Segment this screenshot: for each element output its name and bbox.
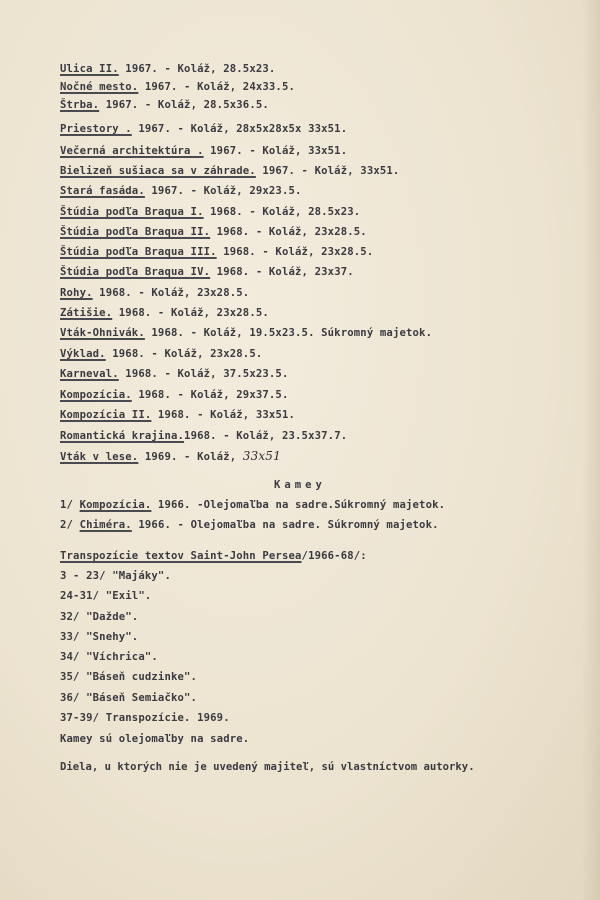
work-entry	[60, 326, 432, 340]
kamey-title: Chiméra.	[79, 519, 132, 531]
work-details: 1969. - Koláž,	[138, 451, 237, 463]
transpozicie-item: 36/ "Báseň Semiačko".	[60, 692, 198, 704]
work-details: 1967. - Koláž, 28.5x36.5.	[99, 99, 269, 111]
work-entry	[60, 408, 295, 422]
work-details: 1967. - Koláž, 33x51.	[203, 145, 348, 157]
work-title: Ulica II.	[60, 63, 119, 75]
work-title: Večerná architektúra .	[60, 145, 204, 157]
work-title: Rohy.	[60, 287, 93, 299]
work-details: 1968. - Koláž, 23x28.5.	[216, 246, 374, 258]
work-title: Štúdia podľa Braqua II.	[60, 226, 211, 238]
work-entry	[60, 286, 249, 300]
work-title: Vták v lese.	[60, 451, 139, 463]
work-entry	[60, 62, 275, 76]
work-details: 1968. - Koláž, 23x28.5.	[210, 226, 367, 238]
work-details: 1967. - Koláž, 24x33.5.	[138, 81, 296, 93]
work-details: 1968. - Koláž, 19.5x23.5. Súkromný majetok.	[144, 327, 433, 339]
note-ownership: Diela, u ktorých nie je uvedený majiteľ, sú vlastníctvom autorky.	[60, 761, 475, 773]
work-title: Štúdia podľa Braqua III.	[60, 246, 217, 258]
work-title: Vták-Ohnivák.	[60, 327, 145, 339]
transpozicie-item: 32/ "Dažde".	[60, 611, 139, 623]
work-title: Zátišie.	[60, 307, 113, 319]
work-title: Stará fasáda.	[60, 185, 145, 197]
work-entry	[60, 122, 347, 136]
work-title: Priestory .	[60, 123, 132, 135]
work-entry	[60, 306, 269, 320]
work-title: Výklad.	[60, 348, 106, 360]
work-details: 1968. - Koláž, 28.5x23.	[203, 206, 361, 218]
work-entry	[60, 205, 360, 219]
work-details: 1968. - Koláž, 37.5x23.5.	[118, 368, 289, 380]
work-details: 1967. - Koláž, 29x23.5.	[144, 185, 302, 197]
transpozicie-item: 24-31/ "Exil".	[60, 590, 152, 602]
section-heading-kamey: Kamey	[274, 479, 326, 491]
work-details: 1968. - Koláž, 23.5x37.7.	[184, 430, 348, 442]
transpozicie-item: 34/ "Víchrica".	[60, 651, 158, 663]
handwritten-dimensions: 33x51	[242, 449, 281, 463]
work-title: Romantická krajina.	[60, 430, 185, 442]
work-entry	[60, 98, 269, 112]
work-title: Karneval.	[60, 368, 119, 380]
work-entry	[60, 164, 399, 178]
work-title: Nočné mesto.	[60, 81, 139, 93]
kamey-number: 1/	[60, 499, 80, 511]
work-entry	[60, 184, 302, 198]
note-kamey: Kamey sú olejomaľby na sadre.	[60, 733, 250, 745]
transpozicie-years: /1966-68/:	[301, 550, 367, 562]
kamey-entry	[60, 498, 445, 512]
work-entry	[60, 80, 295, 94]
kamey-details: 1966. -Olejomaľba na sadre.Súkromný majetok.	[151, 499, 446, 511]
work-entry	[60, 429, 347, 443]
work-details: 1968. - Koláž, 23x37.	[210, 266, 354, 278]
work-details: 1967. - Koláž, 28x5x28x5x 33x51.	[131, 123, 348, 135]
work-entry	[60, 367, 289, 381]
transpozicie-title: Transpozície textov Saint-John Persea	[60, 550, 302, 562]
work-details: 1968. - Koláž, 23x28.5.	[92, 287, 250, 299]
work-details: 1968. - Koláž, 23x28.5.	[105, 348, 263, 360]
transpozicie-heading	[60, 549, 367, 563]
work-title: Kompozícia II.	[60, 409, 152, 421]
work-entry	[60, 265, 354, 279]
transpozicie-item: 35/ "Báseň cudzinke".	[60, 671, 198, 683]
work-details: 1968. - Koláž, 29x37.5.	[131, 389, 289, 401]
kamey-title: Kompozícia.	[79, 499, 152, 511]
work-title: Štrba.	[60, 99, 100, 111]
kamey-entry	[60, 518, 439, 532]
work-details: 1967. - Koláž, 33x51.	[255, 165, 400, 177]
work-entry	[60, 245, 373, 259]
work-entry	[60, 388, 288, 402]
work-entry	[60, 449, 281, 464]
work-entry	[60, 347, 262, 361]
transpozicie-item: 37-39/ Transpozície. 1969.	[60, 712, 230, 724]
work-details: 1968. - Koláž, 23x28.5.	[112, 307, 269, 319]
transpozicie-item: 3 - 23/ "Majáky".	[60, 570, 171, 582]
work-title: Bielizeň sušiaca sa v záhrade.	[60, 165, 256, 177]
kamey-details: 1966. - Olejomaľba na sadre. Súkromný majetok.	[131, 519, 439, 531]
work-title: Kompozícia.	[60, 389, 132, 401]
work-details: 1968. - Koláž, 33x51.	[151, 409, 296, 421]
transpozicie-item: 33/ "Snehy".	[60, 631, 139, 643]
work-entry	[60, 225, 367, 239]
work-title: Štúdia podľa Braqua IV.	[60, 266, 211, 278]
kamey-number: 2/	[60, 519, 80, 531]
work-entry	[60, 144, 347, 158]
work-title: Štúdia podľa Braqua I.	[60, 206, 204, 218]
work-details: 1967. - Koláž, 28.5x23.	[118, 63, 276, 75]
